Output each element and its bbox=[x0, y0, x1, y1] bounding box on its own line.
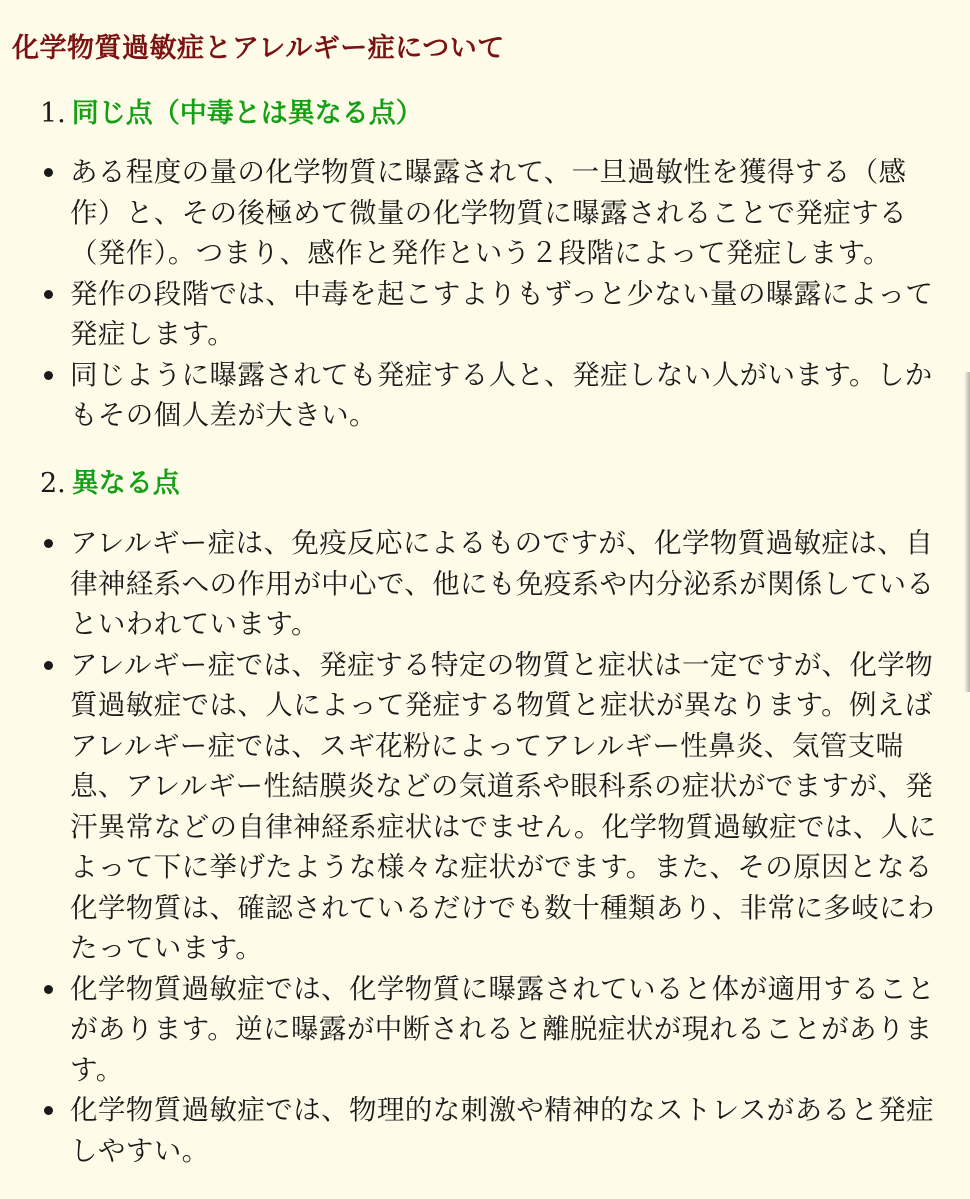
bullet-list-same-points bbox=[0, 152, 970, 436]
bullet-icon bbox=[44, 539, 53, 548]
list-item-text: アレルギー症では、発症する特定の物質と症状は一定ですが、化学物質過敏症では、人によって発症する物質と症状が異なります。例えばアレルギー症では、スギ花粉によってアレルギー性鼻炎、気管支喘息、アレルギー性結膜炎などの気道系や眼科系の症状がでますが、発汗異常などの自律神経系症状はでません。化学物質過敏症では、人によって下に挙げたような様々な症状がでます。また、その原因となる化学物質は、確認されているだけでも数十種類あり、非常に多岐にわたっています。 bbox=[70, 648, 937, 964]
section-heading-same-points bbox=[40, 91, 423, 130]
bullet-list-different-points bbox=[0, 523, 970, 1171]
list-item-text: 同じように曝露されても発症する人と、発症しない人がいます。しかもその個人差が大きい。 bbox=[70, 358, 933, 431]
section-number: 1. bbox=[40, 98, 66, 129]
list-item bbox=[0, 645, 970, 969]
list-item bbox=[0, 523, 970, 645]
list-item bbox=[0, 152, 970, 274]
bullet-icon bbox=[44, 168, 53, 177]
section-number: 2. bbox=[40, 468, 66, 499]
section-heading-different-points bbox=[40, 461, 180, 500]
list-item-text: アレルギー症は、免疫反応によるものですが、化学物質過敏症は、自律神経系への作用が中心で、他にも免疫系や内分泌系が関係しているといわれています。 bbox=[70, 527, 935, 640]
list-item-text: 化学物質過敏症では、化学物質に曝露されていると体が適用することがあります。逆に曝露が中断されると離脱症状が現れることがあります。 bbox=[70, 972, 935, 1086]
article-title: 化学物質過敏症とアレルギー症について bbox=[12, 33, 505, 64]
list-item-text: 化学物質過敏症では、物理的な刺激や精神的なストレスがあると発症しやすい。 bbox=[70, 1094, 935, 1167]
section-title: 同じ点（中毒とは異なる点） bbox=[71, 98, 423, 129]
bullet-icon bbox=[44, 661, 53, 670]
bullet-icon bbox=[44, 290, 53, 299]
bullet-icon bbox=[44, 985, 53, 994]
list-item bbox=[0, 969, 970, 1091]
bullet-icon bbox=[44, 371, 53, 380]
list-item-text: 発作の段階では、中毒を起こすよりもずっと少ない量の曝露によって発症します。 bbox=[70, 277, 934, 350]
bullet-icon bbox=[44, 1106, 53, 1115]
list-item bbox=[0, 274, 970, 355]
list-item bbox=[0, 355, 970, 436]
section-title: 異なる点 bbox=[71, 468, 180, 499]
scrollbar[interactable] bbox=[964, 372, 970, 692]
list-item bbox=[0, 1090, 970, 1171]
list-item-text: ある程度の量の化学物質に曝露されて、一旦過敏性を獲得する（感作）と、その後極めて微量の化学物質に曝露されることで発症する（発作）。つまり、感作と発作という２段階によって発症します。 bbox=[70, 156, 907, 269]
